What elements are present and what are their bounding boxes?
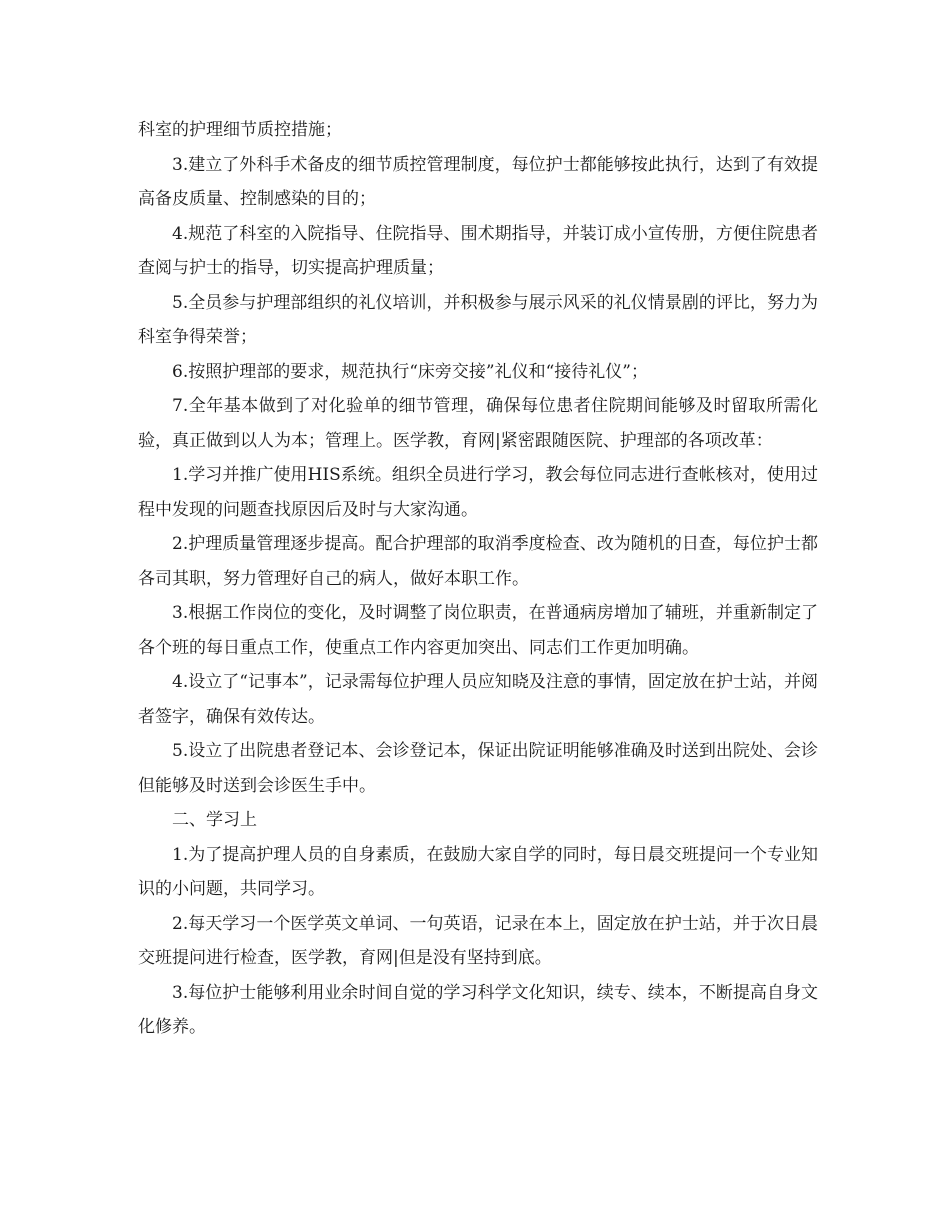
paragraph: 6.按照护理部的要求，规范执行“床旁交接”礼仪和“接待礼仪”； [172, 361, 648, 382]
paragraph: 科室的护理细节质控措施； [138, 120, 342, 140]
paragraph: 4.规范了科室的入院指导、住院指导、围术期指导，并装订成小宣传册，方便住院患者查阅与护士的指导，切实提高护理质量； [138, 223, 818, 278]
paragraph: 1.学习并推广使用HIS系统。组织全员进行学习，教会每位同志进行查帐核对，使用过程中发现的问题查找原因后及时与大家沟通。 [138, 465, 818, 520]
paragraph: 3.根据工作岗位的变化，及时调整了岗位职责，在普通病房增加了辅班，并重新制定了各个班的每日重点工作，使重点工作内容更加突出、同志们工作更加明确。 [138, 603, 818, 658]
section-heading: 二、学习上 [172, 810, 257, 830]
document-body [138, 113, 818, 1045]
paragraph: 5.全员参与护理部组织的礼仪培训，并积极参与展示风采的礼仪情景剧的评比，努力为科室争得荣誉； [138, 292, 818, 347]
paragraph: 7.全年基本做到了对化验单的细节管理，确保每位患者住院期间能够及时留取所需化验，真正做到以人为本；管理上。医学教，育网|紧密跟随医院、护理部的各项改革： [138, 396, 818, 451]
paragraph: 5.设立了出院患者登记本、会诊登记本，保证出院证明能够准确及时送到出院处、会诊但能够及时送到会诊医生手中。 [138, 741, 818, 796]
paragraph: 1.为了提高护理人员的自身素质，在鼓励大家自学的同时，每日晨交班提问一个专业知识的小问题，共同学习。 [138, 844, 818, 899]
paragraph: 3.建立了外科手术备皮的细节质控管理制度，每位护士都能够按此执行，达到了有效提高备皮质量、控制感染的目的； [138, 154, 818, 209]
paragraph: 4.设立了“记事本”，记录需每位护理人员应知晓及注意的事情，固定放在护士站，并阅者签字，确保有效传达。 [138, 672, 818, 727]
paragraph: 2.护理质量管理逐步提高。配合护理部的取消季度检查、改为随机的日查，每位护士都各司其职，努力管理好自己的病人，做好本职工作。 [138, 534, 818, 589]
paragraph: 3.每位护士能够利用业余时间自觉的学习科学文化知识，续专、续本，不断提高自身文化修养。 [138, 982, 818, 1037]
paragraph: 2.每天学习一个医学英文单词、一句英语，记录在本上，固定放在护士站，并于次日晨交班提问进行检查，医学教，育网|但是没有坚持到底。 [138, 913, 818, 968]
